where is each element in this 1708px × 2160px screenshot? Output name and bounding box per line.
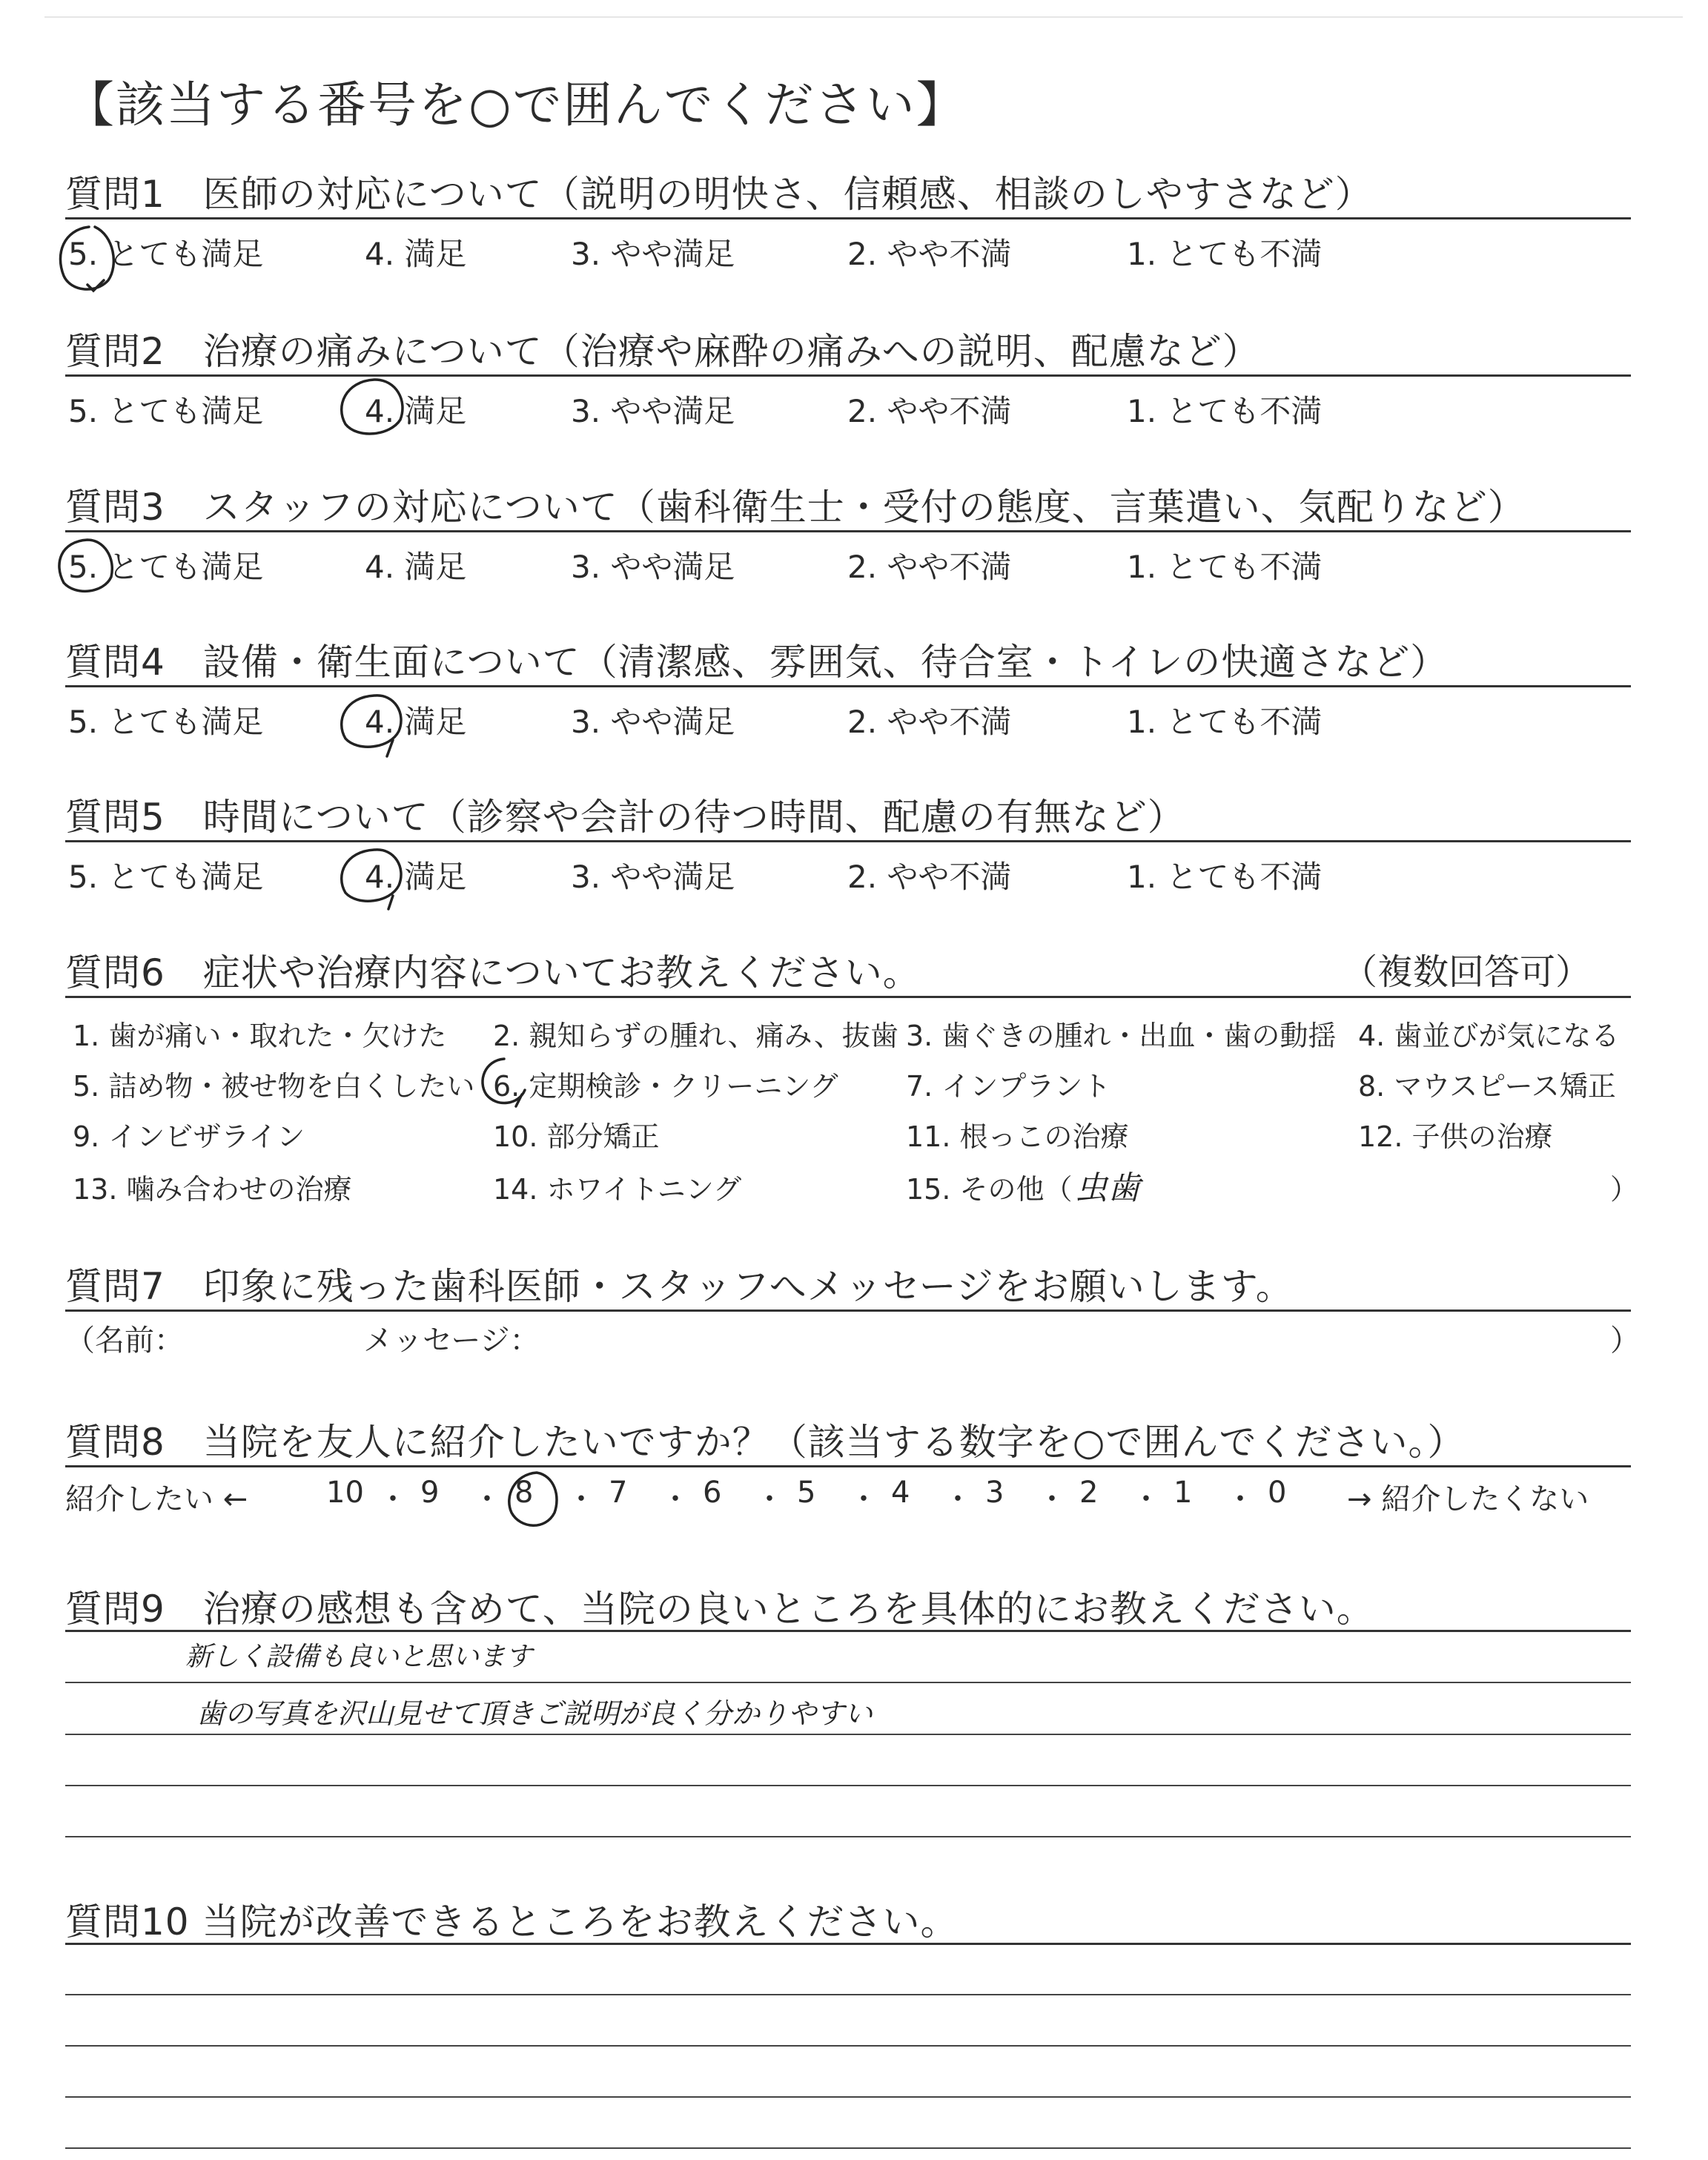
q8-separator-dot: ・ bbox=[378, 1482, 408, 1516]
q5-option-2[interactable]: 2. やや不満 bbox=[847, 859, 1012, 895]
q1-heading: 質問1 医師の対応について（説明の明快さ、信頼感、相談のしやすさなど） bbox=[65, 173, 1373, 216]
q8-left-label: 紹介したい ← bbox=[65, 1482, 248, 1516]
q3-rule bbox=[65, 530, 1631, 532]
q8-separator-dot: ・ bbox=[755, 1482, 784, 1516]
q3-option-5[interactable]: 5. とても満足 bbox=[68, 549, 264, 585]
q10-writing-line bbox=[65, 1994, 1631, 1995]
q8-separator-dot: ・ bbox=[661, 1482, 690, 1516]
q4-option-1[interactable]: 1. とても不満 bbox=[1127, 704, 1323, 740]
q9-answer-line-1: 新しく設備も良いと思います bbox=[185, 1642, 533, 1672]
q4-option-3[interactable]: 3. やや満足 bbox=[571, 704, 735, 740]
q8-number-0[interactable]: 0 bbox=[1268, 1476, 1287, 1510]
q7-heading: 質問7 印象に残った歯科医師・スタッフへメッセージをお願いします。 bbox=[65, 1265, 1294, 1308]
q3-option-3[interactable]: 3. やや満足 bbox=[571, 549, 735, 585]
q3-option-1[interactable]: 1. とても不満 bbox=[1127, 549, 1323, 585]
q9-writing-line bbox=[65, 1734, 1631, 1735]
q3-option-2[interactable]: 2. やや不満 bbox=[847, 549, 1012, 585]
q5-option-4[interactable]: 4. 満足 bbox=[365, 859, 467, 895]
q6-option-7[interactable]: 7. インプラント bbox=[906, 1070, 1111, 1103]
q10-rule bbox=[65, 1943, 1631, 1945]
q8-number-7[interactable]: 7 bbox=[609, 1476, 628, 1510]
q2-option-5[interactable]: 5. とても満足 bbox=[68, 393, 264, 429]
q2-option-1[interactable]: 1. とても不満 bbox=[1127, 393, 1323, 429]
q6-other-handwritten: 虫歯 bbox=[1075, 1169, 1140, 1207]
q9-rule bbox=[65, 1630, 1631, 1632]
q6-option-9[interactable]: 9. インビザライン bbox=[73, 1120, 305, 1153]
q9-writing-line bbox=[65, 1785, 1631, 1786]
q6-option-6[interactable]: 6. 定期検診・クリーニング bbox=[493, 1070, 838, 1103]
q3-heading: 質問3 スタッフの対応について（歯科衛生士・受付の態度、言葉遣い、気配りなど） bbox=[65, 486, 1526, 529]
q6-option-14[interactable]: 14. ホワイトニング bbox=[493, 1173, 742, 1206]
q7-rule bbox=[65, 1309, 1631, 1312]
page-title: 【該当する番号を○で囲んでください】 bbox=[65, 76, 967, 133]
q8-separator-dot: ・ bbox=[472, 1482, 502, 1516]
q8-number-3[interactable]: 3 bbox=[985, 1476, 1004, 1510]
q8-separator-dot: ・ bbox=[1037, 1482, 1067, 1516]
q6-option-5[interactable]: 5. 詰め物・被せ物を白くしたい bbox=[73, 1070, 475, 1103]
q2-option-2[interactable]: 2. やや不満 bbox=[847, 393, 1012, 429]
q4-option-5[interactable]: 5. とても満足 bbox=[68, 704, 264, 740]
q10-writing-line bbox=[65, 2096, 1631, 2098]
q9-heading: 質問9 治療の感想も含めて、当院の良いところを具体的にお教えください。 bbox=[65, 1588, 1374, 1631]
q6-option-2[interactable]: 2. 親知らずの腫れ、痛み、抜歯 bbox=[493, 1020, 898, 1052]
q6-option-1[interactable]: 1. 歯が痛い・取れた・欠けた bbox=[73, 1020, 447, 1052]
q1-rule bbox=[65, 217, 1631, 219]
q5-heading: 質問5 時間について（診察や会計の待つ時間、配慮の有無など） bbox=[65, 796, 1185, 839]
q8-separator-dot: ・ bbox=[1225, 1482, 1255, 1516]
q6-option-15-close: ） bbox=[1610, 1173, 1639, 1206]
q7-name-label: （名前： bbox=[65, 1324, 184, 1358]
q5-option-1[interactable]: 1. とても不満 bbox=[1127, 859, 1323, 895]
q8-number-1[interactable]: 1 bbox=[1174, 1476, 1193, 1510]
q6-heading: 質問6 症状や治療内容についてお教えください。 bbox=[65, 951, 921, 994]
q8-number-5[interactable]: 5 bbox=[797, 1476, 816, 1510]
q6-option-4[interactable]: 4. 歯並びが気になる bbox=[1358, 1020, 1620, 1052]
q6-note: （複数回答可） bbox=[1341, 951, 1591, 993]
q10-writing-line bbox=[65, 2045, 1631, 2047]
q8-number-10[interactable]: 10 bbox=[326, 1476, 364, 1510]
q7-message-label: メッセージ： bbox=[363, 1324, 540, 1358]
q5-rule bbox=[65, 840, 1631, 842]
q8-number-2[interactable]: 2 bbox=[1079, 1476, 1099, 1510]
q4-option-4[interactable]: 4. 満足 bbox=[365, 704, 467, 740]
q8-number-6[interactable]: 6 bbox=[703, 1476, 722, 1510]
q4-option-2[interactable]: 2. やや不満 bbox=[847, 704, 1012, 740]
q6-option-8[interactable]: 8. マウスピース矯正 bbox=[1358, 1070, 1616, 1103]
q2-heading: 質問2 治療の痛みについて（治療や麻酔の痛みへの説明、配慮など） bbox=[65, 330, 1260, 373]
q10-heading: 質問10 当院が改善できるところをお教えください。 bbox=[65, 1900, 959, 1943]
q5-option-3[interactable]: 3. やや満足 bbox=[571, 859, 735, 895]
q1-option-4[interactable]: 4. 満足 bbox=[365, 236, 467, 272]
q8-number-4[interactable]: 4 bbox=[891, 1476, 910, 1510]
q1-option-3[interactable]: 3. やや満足 bbox=[571, 236, 735, 272]
q2-option-4[interactable]: 4. 満足 bbox=[365, 393, 467, 429]
q6-option-11[interactable]: 11. 根っこの治療 bbox=[906, 1120, 1129, 1153]
q6-option-12[interactable]: 12. 子供の治療 bbox=[1358, 1120, 1553, 1153]
q10-writing-line bbox=[65, 2147, 1631, 2149]
q8-number-9[interactable]: 9 bbox=[420, 1476, 440, 1510]
q6-option-13[interactable]: 13. 噛み合わせの治療 bbox=[73, 1173, 352, 1206]
q8-separator-dot: ・ bbox=[943, 1482, 973, 1516]
q9-writing-line bbox=[65, 1836, 1631, 1837]
q8-separator-dot: ・ bbox=[566, 1482, 596, 1516]
q8-rule bbox=[65, 1465, 1631, 1467]
q9-writing-line bbox=[65, 1682, 1631, 1683]
q1-option-2[interactable]: 2. やや不満 bbox=[847, 236, 1012, 272]
q1-option-1[interactable]: 1. とても不満 bbox=[1127, 236, 1323, 272]
q6-option-3[interactable]: 3. 歯ぐきの腫れ・出血・歯の動揺 bbox=[906, 1020, 1337, 1052]
q8-right-label: → 紹介したくない bbox=[1347, 1482, 1589, 1516]
q6-rule bbox=[65, 996, 1631, 998]
q2-option-3[interactable]: 3. やや満足 bbox=[571, 393, 735, 429]
q4-rule bbox=[65, 685, 1631, 687]
q6-option-15[interactable]: 15. その他（ bbox=[906, 1173, 1073, 1206]
q8-separator-dot: ・ bbox=[1131, 1482, 1161, 1516]
q2-rule bbox=[65, 374, 1631, 377]
q1-option-5[interactable]: 5. とても満足 bbox=[68, 236, 264, 272]
q1-answer-tick bbox=[87, 280, 104, 291]
q6-option-10[interactable]: 10. 部分矯正 bbox=[493, 1120, 660, 1153]
top-edge-line bbox=[44, 16, 1683, 18]
q8-separator-dot: ・ bbox=[849, 1482, 878, 1516]
q5-option-5[interactable]: 5. とても満足 bbox=[68, 859, 264, 895]
q9-answer-line-2: 歯の写真を沢山見せて頂きご説明が良く分かりやすい bbox=[196, 1697, 873, 1730]
q4-heading: 質問4 設備・衛生面について（清潔感、雰囲気、待合室・トイレの快適さなど） bbox=[65, 641, 1449, 684]
q8-heading: 質問8 当院を友人に紹介したいですか？（該当する数字を○で囲んでください。） bbox=[65, 1421, 1466, 1464]
q7-close: ） bbox=[1610, 1324, 1640, 1358]
q3-option-4[interactable]: 4. 満足 bbox=[365, 549, 467, 585]
q8-number-8[interactable]: 8 bbox=[514, 1476, 534, 1510]
